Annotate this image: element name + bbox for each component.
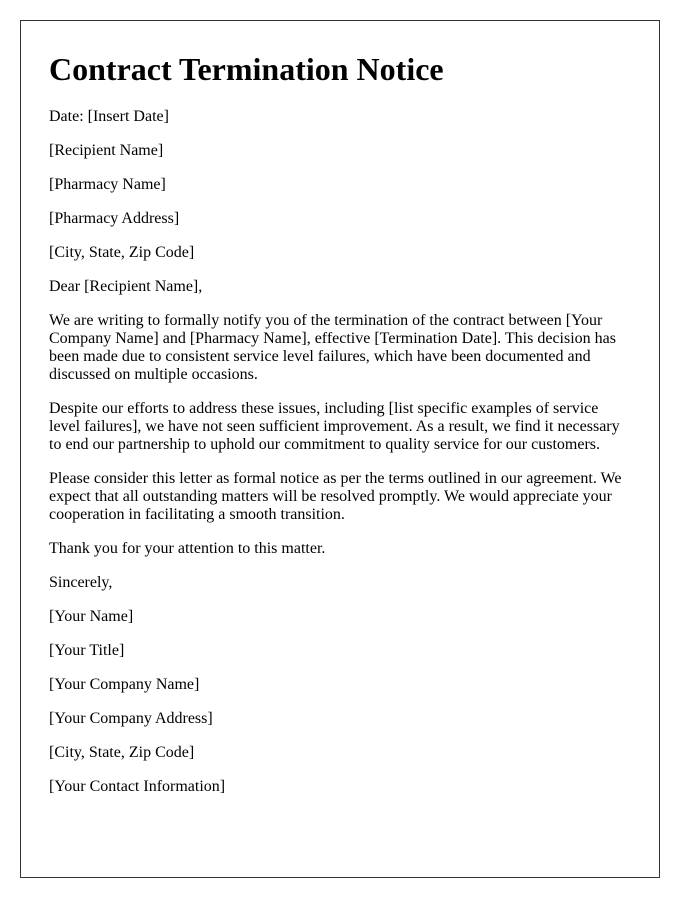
body-paragraph: Thank you for your attention to this matter. — [49, 540, 326, 557]
signature-contact-information: [Your Contact Information] — [49, 778, 226, 795]
recipient-city-state-zip: [City, State, Zip Code] — [49, 244, 195, 261]
signature-city-state-zip: [City, State, Zip Code] — [49, 744, 195, 761]
date-line: Date: [Insert Date] — [49, 108, 169, 125]
body-paragraph: Despite our efforts to address these issues, including [list specific examples of service level failures], we have not seen sufficient improvement. As a result, we find it necessary to end our partnership to uphold our commitment to quality service for our customers. — [49, 400, 620, 453]
signature-company-address: [Your Company Address] — [49, 710, 213, 727]
signature-title: [Your Title] — [49, 642, 125, 659]
pharmacy-address: [Pharmacy Address] — [49, 210, 180, 227]
pharmacy-name: [Pharmacy Name] — [49, 176, 166, 193]
closing: Sincerely, — [49, 574, 113, 591]
body-paragraph: We are writing to formally notify you of the termination of the contract between [Your Company Name] and [Pharmacy Name], effective [Termination Date]. This decision has been made due to consistent service level failures, which have been documented and discussed on multiple occasions. — [49, 312, 616, 383]
signature-company-name: [Your Company Name] — [49, 676, 200, 693]
recipient-name: [Recipient Name] — [49, 142, 164, 159]
salutation: Dear [Recipient Name], — [49, 278, 203, 295]
body-paragraph: Please consider this letter as formal notice as per the terms outlined in our agreement. We expect that all outstanding matters will be resolved promptly. We would appreciate your cooperation in facilitating a smooth transition. — [49, 470, 622, 523]
letter-content — [49, 49, 629, 796]
letter-page — [20, 20, 660, 878]
letter-title: Contract Termination Notice — [49, 51, 444, 87]
signature-name: [Your Name] — [49, 608, 134, 625]
